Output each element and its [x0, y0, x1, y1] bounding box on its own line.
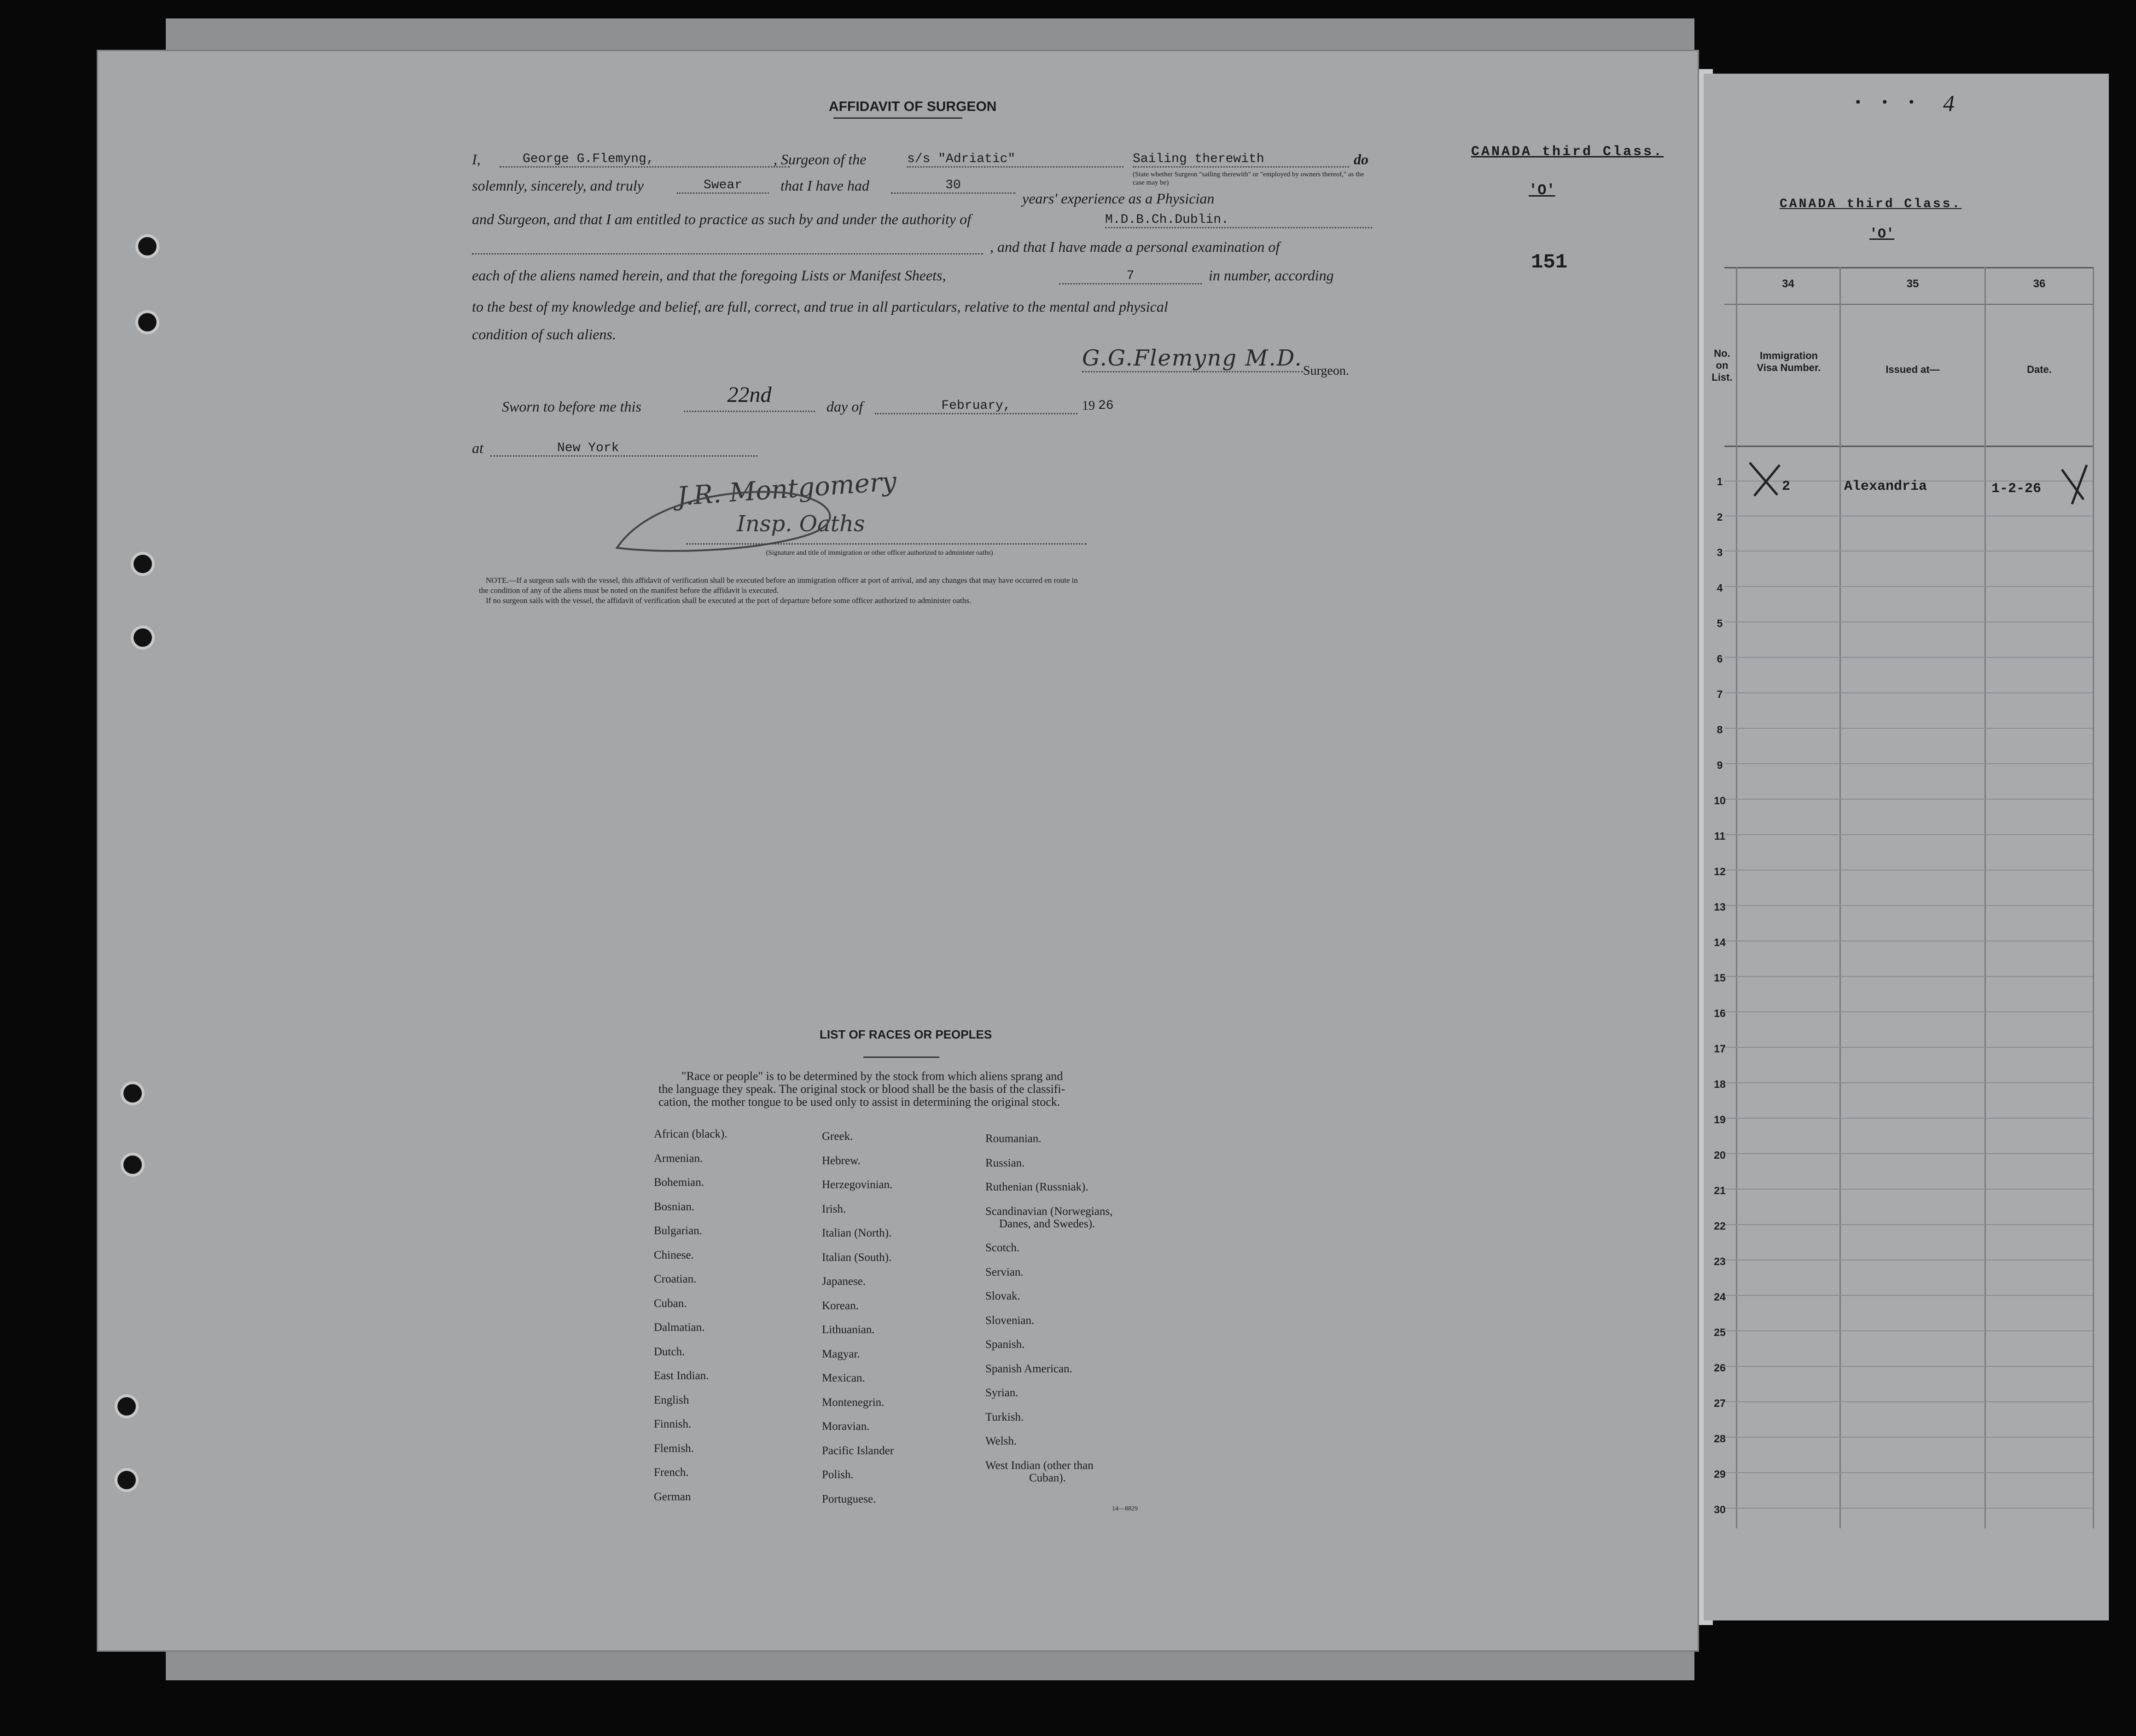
- race-item: Lithuanian.: [822, 1324, 875, 1336]
- race-item: Hebrew.: [822, 1154, 861, 1167]
- blank-line: [472, 239, 983, 255]
- word-condition: condition of such aliens.: [472, 326, 616, 343]
- race-item: Italian (South).: [822, 1251, 892, 1264]
- race-item: Italian (North).: [822, 1227, 892, 1239]
- race-item: Spanish American.: [985, 1362, 1072, 1375]
- row-rule: [1724, 657, 2093, 658]
- row-rule: [1724, 976, 2093, 977]
- row-number: 21: [1714, 1184, 1726, 1196]
- header-date: Date.: [2027, 364, 2052, 375]
- row-number: 26: [1714, 1362, 1726, 1374]
- row-number: 30: [1714, 1504, 1726, 1515]
- row-rule: [1724, 1118, 2093, 1119]
- race-item: African (black).: [654, 1128, 728, 1140]
- year-prefix: 19: [1082, 399, 1095, 413]
- row-number: 12: [1714, 865, 1726, 877]
- race-item: East Indian.: [654, 1370, 709, 1382]
- race-item: Cuban).: [1029, 1471, 1066, 1484]
- row-rule: [1724, 1366, 2093, 1367]
- row-rule: [1724, 1295, 2093, 1296]
- word-each: each of the aliens named herein, and that the foregoing Lists or Manifest Sheets,: [472, 267, 946, 284]
- word-sworn: Sworn to before me this: [502, 398, 641, 415]
- row-number: 16: [1714, 1007, 1726, 1019]
- races-intro-2: the language they speak. The original stock or blood shall be the basis of the classifi-: [658, 1082, 1065, 1096]
- cross-mark-icon: [2058, 460, 2095, 506]
- col-divider: [2093, 267, 2094, 1528]
- race-item: Roumanian.: [985, 1132, 1042, 1145]
- binder-hole: [134, 628, 152, 647]
- race-item: Scotch.: [985, 1242, 1020, 1254]
- race-item: Mexican.: [822, 1372, 865, 1384]
- row-rule: [1724, 1011, 2093, 1012]
- authority: M.D.B.Ch.Dublin.: [1105, 213, 1372, 228]
- right-class-stamp: CANADA third Class.: [1780, 197, 1962, 211]
- race-item: Irish.: [822, 1202, 846, 1215]
- header-issued-at: Issued at—: [1886, 364, 1940, 375]
- row-rule: [1724, 586, 2093, 587]
- row-number: 17: [1714, 1043, 1726, 1055]
- race-item: English: [654, 1393, 689, 1406]
- race-item: Danes, and Swedes).: [999, 1217, 1095, 1230]
- word-number: in number, according: [1209, 267, 1334, 284]
- row-number: 15: [1714, 972, 1726, 984]
- race-item: Bohemian.: [654, 1176, 704, 1189]
- note-line-2: the condition of any of the aliens must be noted on the manifest before the affidavit is executed.: [479, 586, 779, 595]
- row-number: 10: [1714, 795, 1726, 807]
- binder-hole: [117, 1471, 136, 1489]
- row-number: 9: [1717, 759, 1723, 771]
- race-item: Greek.: [822, 1130, 853, 1143]
- race-item: Scandinavian (Norwegians,: [985, 1205, 1113, 1218]
- row-rule: [1724, 1330, 2093, 1331]
- row-number: 29: [1714, 1468, 1726, 1480]
- surgeon-signature: G.G.Flemyng M.D.: [1082, 345, 1303, 372]
- row-number: 28: [1714, 1433, 1726, 1445]
- binder-hole: [134, 555, 152, 573]
- row-rule: [1724, 1047, 2093, 1048]
- word-surgeon: Surgeon.: [1303, 364, 1349, 378]
- word-and-surgeon: and Surgeon, and that I am entitled to practice as such by and under the authority of: [472, 211, 971, 227]
- officer-title: Insp. Oaths: [737, 511, 865, 537]
- binder-hole: [138, 313, 157, 331]
- header-visa-number: Immigration Visa Number.: [1757, 350, 1821, 373]
- races-intro-3: cation, the mother tongue to be used only to assist in determining the original stock.: [658, 1095, 1060, 1109]
- race-item: Bosnian.: [654, 1200, 695, 1213]
- col-divider: [1985, 267, 1986, 1528]
- race-item: Slovenian.: [985, 1314, 1035, 1327]
- race-item: Welsh.: [985, 1435, 1017, 1447]
- row-rule: [1724, 692, 2093, 693]
- visa-number: 2: [1782, 479, 1791, 494]
- col-divider: [1839, 267, 1841, 1528]
- sworn-place: New York: [490, 441, 757, 457]
- row-number: 13: [1714, 901, 1726, 913]
- col-number-34: 34: [1782, 278, 1794, 290]
- word-that: that I have had: [780, 177, 869, 194]
- sworn-month: February,: [875, 399, 1077, 414]
- officer-caption: (Signature and title of immigration or other officer authorized to administer oaths): [766, 549, 993, 557]
- row-number: 20: [1714, 1149, 1726, 1161]
- race-item: Finnish.: [654, 1418, 692, 1430]
- race-item: West Indian (other than: [985, 1459, 1094, 1472]
- row-number: 7: [1717, 688, 1723, 700]
- title-rule: [833, 117, 962, 119]
- race-item: German: [654, 1490, 691, 1503]
- col-number-36: 36: [2033, 278, 2046, 290]
- race-item: Syrian.: [985, 1387, 1019, 1399]
- row-rule: [1724, 763, 2093, 764]
- row-rule: [1724, 728, 2093, 729]
- row-number: 14: [1714, 936, 1726, 948]
- class-mark: 'O': [1529, 182, 1555, 199]
- race-item: Montenegrin.: [822, 1396, 885, 1409]
- word-do: do: [1354, 151, 1368, 168]
- word-day-of: day of: [826, 398, 863, 415]
- binder-hole: [117, 1397, 136, 1416]
- header-bottom-rule: [1724, 446, 2093, 447]
- word-at: at: [472, 440, 483, 456]
- race-item: Cuban.: [654, 1297, 687, 1310]
- row-number: 23: [1714, 1255, 1726, 1267]
- races-title: LIST OF RACES OR PEOPLES: [820, 1028, 992, 1041]
- row-rule: [1724, 1082, 2093, 1083]
- race-item: Polish.: [822, 1469, 854, 1481]
- officer-signature: J.R. Montgomery: [676, 466, 898, 512]
- row-rule: [1724, 1189, 2093, 1190]
- row-number: 6: [1717, 653, 1723, 665]
- mark-dots: • • •: [1856, 94, 1923, 110]
- word-exam: , and that I have made a personal examination of: [990, 238, 1280, 255]
- sailing-note: (State whether Surgeon "sailing therewith" or "employed by owners thereof," as the case may be): [1133, 171, 1364, 186]
- word-solemnly: solemnly, sincerely, and truly: [472, 177, 644, 194]
- race-item: Herzegovinian.: [822, 1179, 893, 1191]
- binder-hole: [123, 1084, 142, 1103]
- years-experience: 30: [891, 178, 1015, 194]
- races-col-1: [654, 1128, 728, 1515]
- manifest-sheet: [1704, 74, 2109, 1620]
- oath-type: Swear: [677, 178, 769, 194]
- binder-hole: [138, 237, 157, 255]
- table-top-rule: [1724, 267, 2093, 268]
- race-item: French.: [654, 1466, 689, 1479]
- ship-name: s/s "Adriatic": [907, 152, 1123, 168]
- right-class-mark: 'O': [1869, 226, 1895, 242]
- race-item: Moravian.: [822, 1420, 870, 1433]
- races-col-3: [985, 1132, 1112, 1484]
- row-rule: [1724, 516, 2093, 517]
- race-item: Magyar.: [822, 1347, 860, 1360]
- word-years: years' experience as a Physician: [1022, 190, 1215, 207]
- race-item: Servian.: [985, 1266, 1024, 1278]
- row-rule: [1724, 1437, 2093, 1438]
- row-rule: [1724, 1508, 2093, 1509]
- row-number: 18: [1714, 1078, 1726, 1090]
- sailing-status: Sailing therewith: [1133, 152, 1349, 168]
- affidavit-title: AFFIDAVIT OF SURGEON: [829, 99, 997, 114]
- row-rule: [1724, 1472, 2093, 1473]
- class-stamp: CANADA third Class.: [1471, 144, 1664, 160]
- row-rule: [1724, 905, 2093, 906]
- row-number: 11: [1714, 830, 1726, 842]
- race-item: Ruthenian (Russniak).: [985, 1181, 1088, 1193]
- race-item: Bulgarian.: [654, 1225, 702, 1237]
- row-rule: [1724, 551, 2093, 552]
- col-divider: [1736, 267, 1737, 1528]
- race-item: Portuguese.: [822, 1492, 876, 1505]
- row-rule: [1724, 621, 2093, 622]
- row-rule: [1724, 1153, 2093, 1154]
- note-line-3: If no surgeon sails with the vessel, the affidavit of verification shall be executed at the port of departure before some officer authorized to administer oaths.: [486, 596, 972, 605]
- row-number: 8: [1717, 724, 1723, 736]
- visa-date: 1-2-26: [1991, 481, 2042, 497]
- row-number: 4: [1717, 582, 1723, 594]
- race-item: Slovak.: [985, 1290, 1020, 1302]
- page-number: 4: [1943, 90, 1955, 116]
- word-best: to the best of my knowledge and belief, are full, correct, and true in all particulars, relative to the mental and physical: [472, 298, 1168, 315]
- row-number: 2: [1717, 511, 1723, 523]
- sheets-count: 7: [1059, 269, 1202, 284]
- race-item: Chinese.: [654, 1248, 694, 1261]
- cross-mark-icon: [1745, 458, 1787, 499]
- surgeon-name: George G.Flemyng,: [500, 152, 790, 168]
- row-number: 27: [1714, 1397, 1726, 1409]
- row-number: 25: [1714, 1326, 1726, 1338]
- race-item: Japanese.: [822, 1275, 866, 1288]
- row-number: 24: [1714, 1291, 1726, 1303]
- list-number: 151: [1531, 251, 1568, 274]
- word-i: I,: [472, 151, 481, 168]
- race-item: Armenian.: [654, 1152, 703, 1165]
- form-number: 14—8829: [1112, 1505, 1138, 1512]
- race-item: Dutch.: [654, 1345, 685, 1358]
- race-item: Korean.: [822, 1299, 859, 1312]
- year-suffix: 26: [1098, 399, 1114, 413]
- races-rule: [863, 1057, 939, 1058]
- race-item: Croatian.: [654, 1273, 697, 1285]
- race-item: Flemish.: [654, 1442, 694, 1455]
- binder-hole: [123, 1155, 142, 1174]
- race-item: Pacific Islander: [822, 1444, 894, 1457]
- row-number: 5: [1717, 617, 1723, 629]
- row-number: 1: [1717, 476, 1723, 488]
- affidavit-sheet: [97, 50, 1699, 1652]
- colnum-rule: [1724, 304, 2093, 305]
- sworn-day: 22nd: [684, 382, 815, 412]
- races-intro-1: "Race or people" is to be determined by the stock from which aliens sprang and: [681, 1069, 1063, 1083]
- word-surgeon-of: , Surgeon of the: [774, 151, 867, 168]
- race-item: Russian.: [985, 1156, 1025, 1169]
- row-rule: [1724, 834, 2093, 835]
- row-number: 22: [1714, 1220, 1726, 1232]
- row-rule: [1724, 1224, 2093, 1225]
- race-item: Turkish.: [985, 1411, 1024, 1423]
- race-item: Spanish.: [985, 1338, 1025, 1351]
- header-list-no: No. on List.: [1711, 348, 1733, 383]
- row-number: 19: [1714, 1114, 1726, 1126]
- signature-flourish: [589, 470, 921, 562]
- issued-at: Alexandria: [1844, 479, 1927, 494]
- col-number-35: 35: [1906, 278, 1919, 290]
- row-rule: [1724, 1401, 2093, 1402]
- row-rule: [1724, 870, 2093, 871]
- row-rule: [1724, 799, 2093, 800]
- officer-signature-line: [686, 539, 1087, 545]
- race-item: Dalmatian.: [654, 1321, 705, 1334]
- note-line-1: NOTE.—If a surgeon sails with the vessel, this affidavit of verification shall be executed before an immigration officer at port of arrival, and any changes that may have occurred en route in: [486, 576, 1078, 585]
- row-number: 3: [1717, 546, 1723, 558]
- races-col-2: [822, 1130, 894, 1517]
